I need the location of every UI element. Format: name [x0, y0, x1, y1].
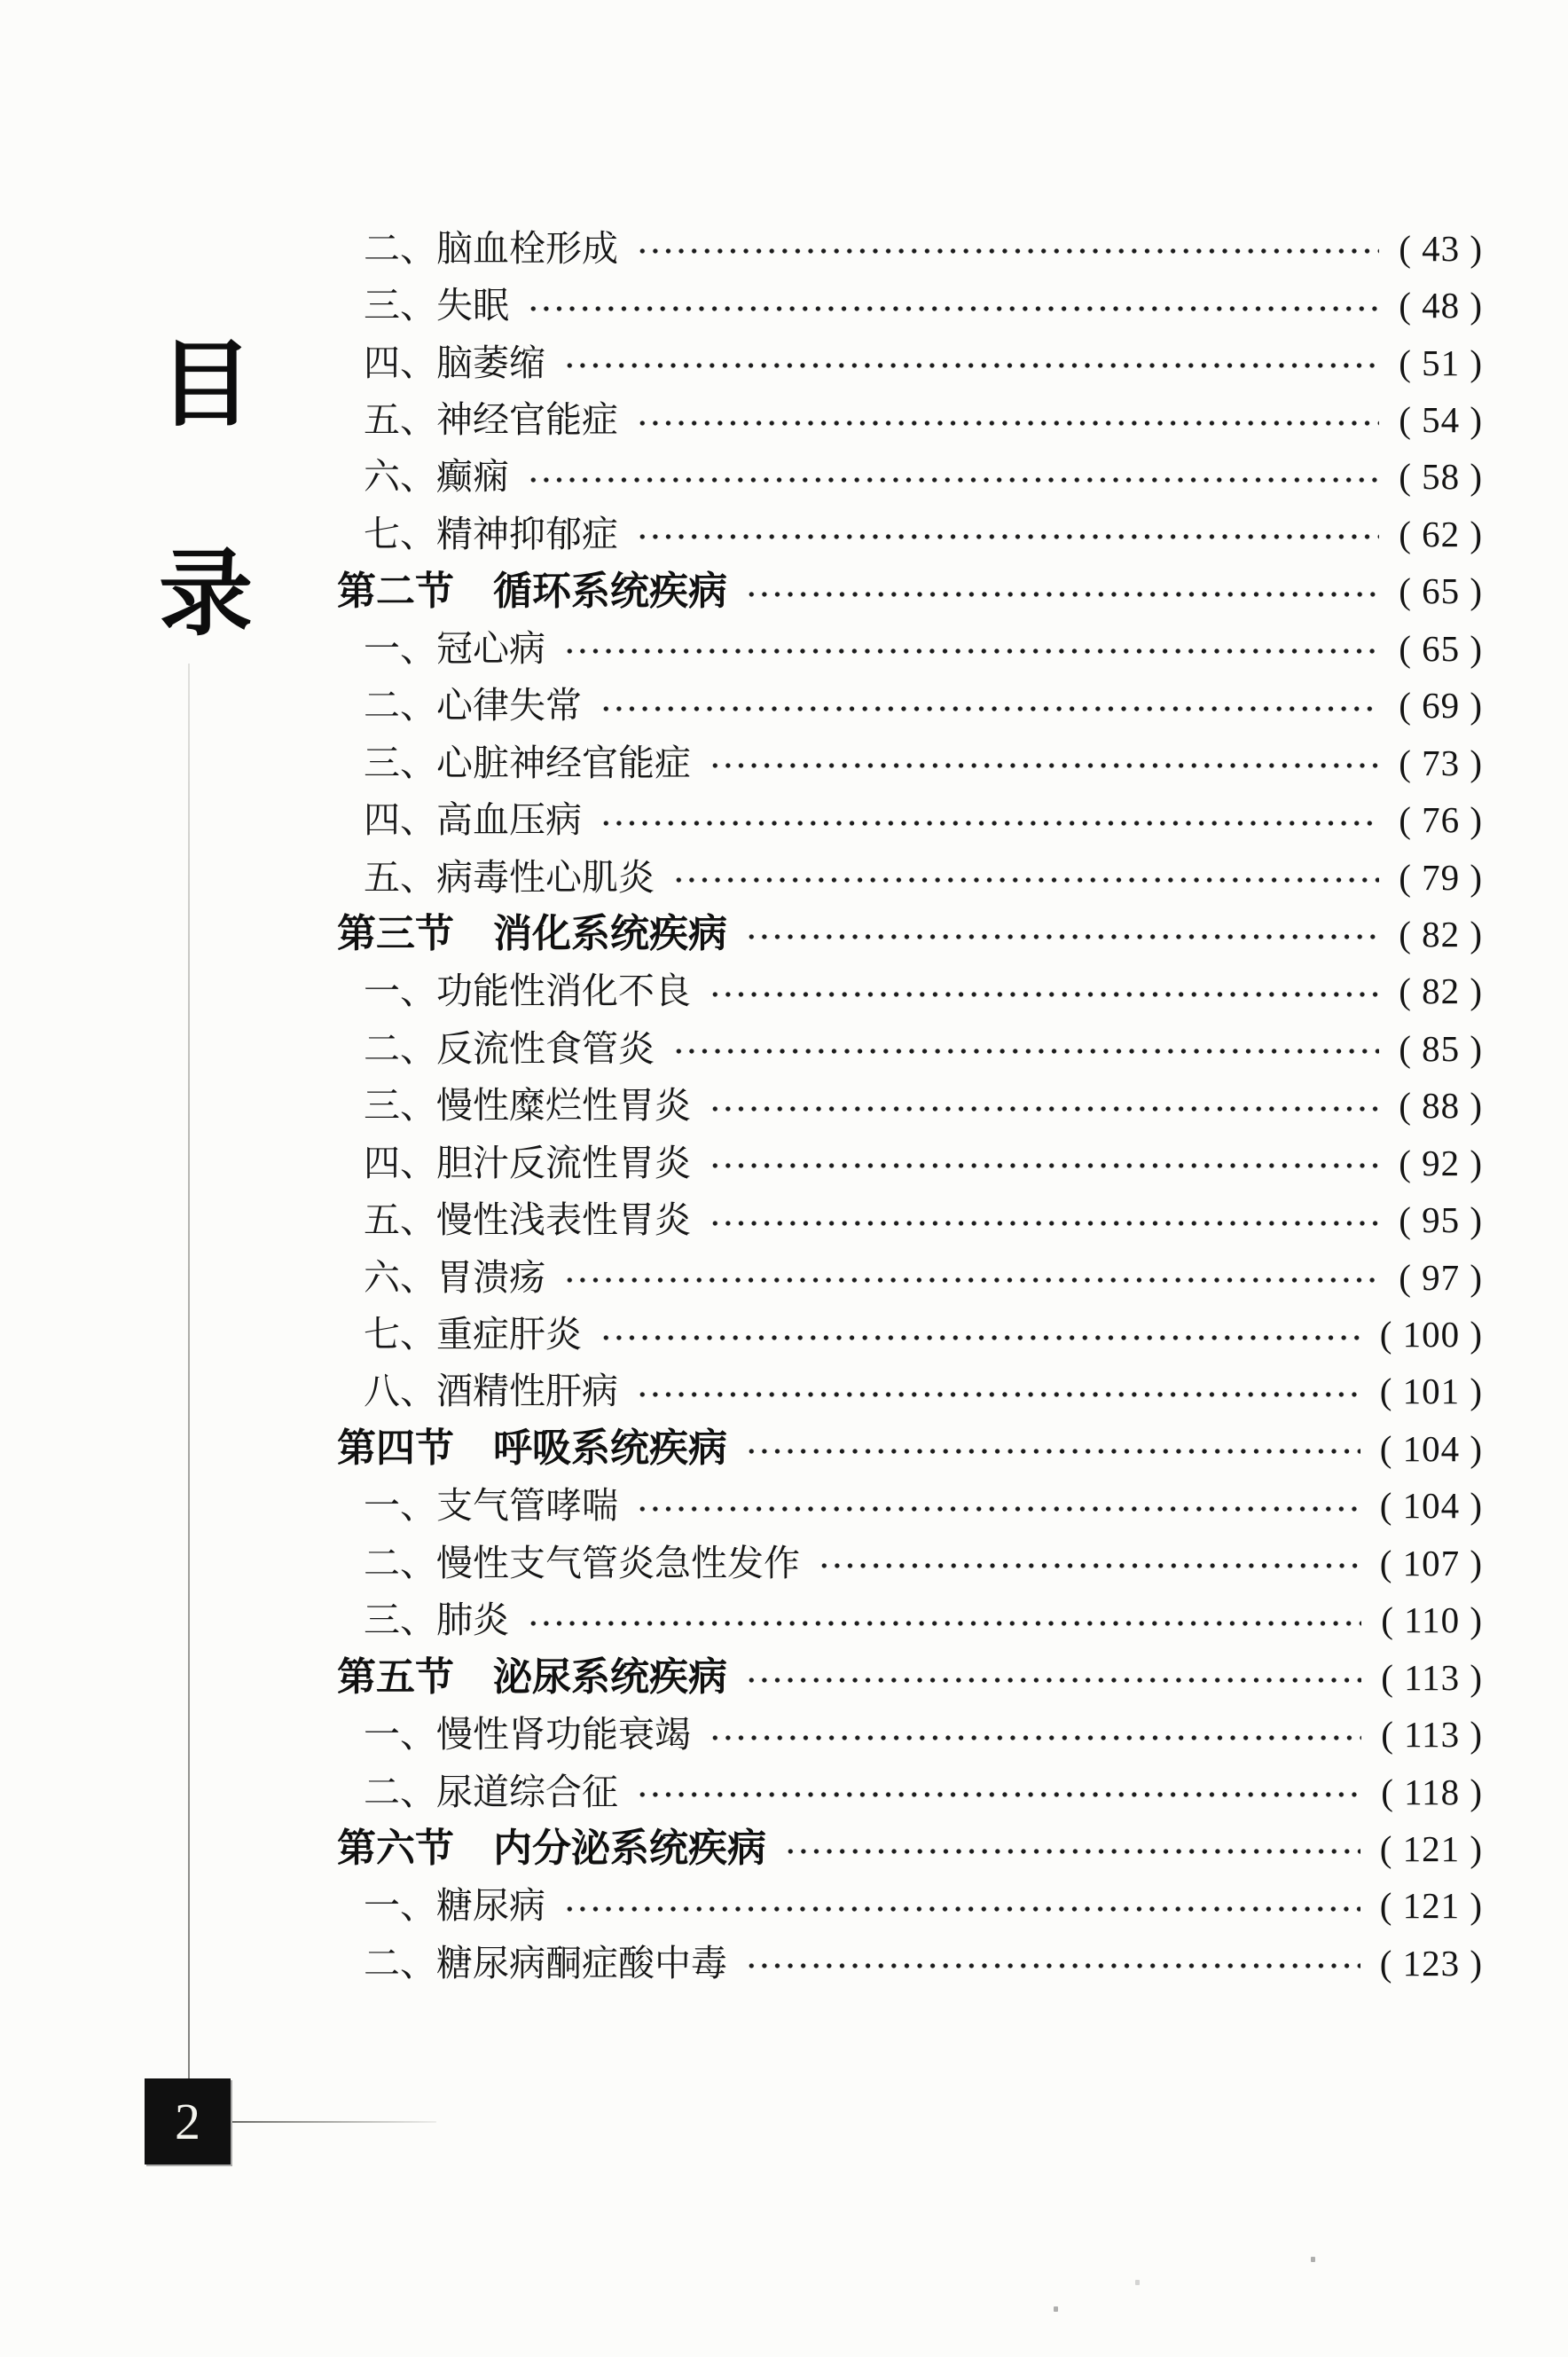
toc-entry-label: 六、胃溃疡 — [364, 1256, 545, 1298]
toc-row-section — [337, 1649, 1483, 1706]
dotted-leader — [600, 818, 1379, 829]
dotted-leader — [709, 1732, 1361, 1743]
toc-entry-page: ( 123 ) — [1379, 1942, 1483, 1984]
toc-row-item — [337, 1535, 1483, 1591]
toc-entry-page: ( 51 ) — [1399, 342, 1483, 383]
toc-title-char-lu: 录 — [159, 543, 253, 647]
toc-entry-label: 第三节 消化系统疾病 — [337, 912, 727, 956]
toc-entry-page: ( 92 ) — [1399, 1142, 1483, 1183]
dotted-leader — [745, 1960, 1360, 1971]
toc-entry-page: ( 107 ) — [1379, 1542, 1483, 1583]
dotted-leader — [745, 1675, 1361, 1685]
scan-speck — [1311, 2257, 1315, 2262]
toc-entry-page: ( 54 ) — [1399, 399, 1483, 441]
toc-entry-label: 三、慢性糜烂性胃炎 — [364, 1085, 691, 1127]
dotted-leader — [636, 1389, 1360, 1400]
toc-row-item — [337, 1135, 1483, 1191]
toc-row-item — [337, 449, 1483, 506]
toc-entry-label: 四、高血压病 — [364, 799, 582, 841]
toc-row-section — [337, 1820, 1483, 1877]
toc-entry-page: ( 58 ) — [1399, 456, 1483, 498]
scan-speck — [1054, 2306, 1058, 2312]
toc-row-item — [337, 791, 1483, 848]
toc-row-item — [337, 849, 1483, 906]
toc-entry-page: ( 82 ) — [1399, 913, 1483, 955]
toc-entry-page: ( 113 ) — [1381, 1656, 1483, 1698]
toc-entry-page: ( 82 ) — [1399, 970, 1483, 1012]
toc-row-item — [337, 1078, 1483, 1135]
toc-entry-page: ( 113 ) — [1381, 1714, 1483, 1756]
toc-entry-label: 五、神经官能症 — [364, 399, 618, 441]
toc-row-item — [337, 620, 1483, 677]
toc-entry-label: 二、心律失常 — [364, 685, 582, 727]
dotted-leader — [709, 760, 1379, 771]
page-number-rule — [232, 2121, 436, 2123]
toc-entry-label: 一、功能性消化不良 — [364, 970, 691, 1012]
dotted-leader — [563, 1275, 1379, 1285]
toc-row-item — [337, 277, 1483, 334]
toc-row-item — [337, 1935, 1483, 1992]
toc-entry-page: ( 65 ) — [1399, 570, 1483, 612]
toc-entry-page: ( 88 ) — [1399, 1085, 1483, 1127]
toc-entry-label: 三、心脏神经官能症 — [364, 742, 691, 783]
toc-title-char-mu: 目 — [159, 334, 253, 437]
toc-row-section — [337, 563, 1483, 620]
toc-entry-page: ( 79 ) — [1399, 856, 1483, 898]
toc-entry-page: ( 101 ) — [1379, 1371, 1483, 1412]
dotted-leader — [709, 1218, 1379, 1229]
toc-row-item — [337, 1191, 1483, 1248]
dotted-leader — [636, 1504, 1360, 1514]
toc-list — [337, 220, 1483, 1992]
toc-row-item — [337, 735, 1483, 791]
dotted-leader — [527, 475, 1379, 485]
toc-entry-page: ( 97 ) — [1399, 1256, 1483, 1298]
toc-row-item — [337, 678, 1483, 735]
toc-entry-label: 第六节 内分泌系统疾病 — [337, 1827, 766, 1871]
toc-entry-page: ( 76 ) — [1399, 799, 1483, 841]
dotted-leader — [784, 1846, 1360, 1857]
toc-entry-label: 一、慢性肾功能衰竭 — [364, 1714, 691, 1756]
toc-entry-label: 二、尿道综合征 — [364, 1771, 618, 1812]
toc-row-item — [337, 1878, 1483, 1935]
dotted-leader — [563, 360, 1379, 371]
dotted-leader — [600, 1332, 1360, 1343]
page-number: 2 — [175, 2092, 200, 2150]
toc-entry-label: 五、慢性浅表性胃炎 — [364, 1199, 691, 1241]
toc-entry-page: ( 69 ) — [1399, 685, 1483, 727]
dotted-leader — [527, 1618, 1361, 1629]
toc-entry-label: 七、重症肝炎 — [364, 1314, 582, 1355]
toc-entry-page: ( 95 ) — [1399, 1199, 1483, 1241]
toc-row-item — [337, 1592, 1483, 1649]
toc-row-item — [337, 1764, 1483, 1820]
toc-row-item — [337, 1306, 1483, 1363]
toc-entry-page: ( 48 ) — [1399, 285, 1483, 326]
toc-entry-page: ( 85 ) — [1399, 1027, 1483, 1069]
toc-entry-label: 七、精神抑郁症 — [364, 513, 618, 554]
toc-entry-label: 第四节 呼吸系统疾病 — [337, 1426, 727, 1471]
dotted-leader — [563, 646, 1379, 656]
toc-entry-page: ( 118 ) — [1381, 1771, 1483, 1812]
toc-row-item — [337, 1706, 1483, 1763]
toc-entry-label: 二、慢性支气管炎急性发作 — [364, 1542, 800, 1583]
toc-row-item — [337, 1020, 1483, 1077]
toc-entry-label: 一、支气管哮喘 — [364, 1485, 618, 1527]
toc-entry-page: ( 100 ) — [1379, 1314, 1483, 1355]
page-number-box — [145, 2078, 231, 2165]
toc-entry-label: 三、失眠 — [364, 285, 509, 326]
toc-row-item — [337, 334, 1483, 391]
toc-entry-label: 二、糖尿病酮症酸中毒 — [364, 1942, 727, 1984]
toc-entry-label: 八、酒精性肝病 — [364, 1371, 618, 1412]
dotted-leader — [672, 1046, 1379, 1057]
toc-row-item — [337, 506, 1483, 562]
toc-entry-label: 第二节 循环系统疾病 — [337, 569, 727, 613]
toc-entry-label: 五、病毒性心肌炎 — [364, 856, 655, 898]
dotted-leader — [636, 246, 1379, 256]
toc-entry-label: 第五节 泌尿系统疾病 — [337, 1655, 727, 1700]
toc-row-item — [337, 1363, 1483, 1420]
scan-speck — [1135, 2280, 1140, 2285]
toc-row-item — [337, 391, 1483, 448]
dotted-leader — [636, 1789, 1361, 1800]
toc-entry-label: 四、胆汁反流性胃炎 — [364, 1142, 691, 1183]
dotted-leader — [709, 1104, 1379, 1114]
toc-entry-page: ( 121 ) — [1379, 1885, 1483, 1927]
toc-row-item — [337, 220, 1483, 277]
toc-row-item — [337, 1478, 1483, 1535]
dotted-leader — [745, 931, 1379, 942]
dotted-leader — [527, 303, 1379, 314]
toc-entry-page: ( 104 ) — [1379, 1485, 1483, 1527]
toc-entry-label: 六、癫痫 — [364, 456, 509, 498]
toc-entry-label: 二、脑血栓形成 — [364, 227, 618, 269]
toc-entry-page: ( 104 ) — [1379, 1427, 1483, 1469]
sidebar-vertical-rule — [188, 664, 190, 2079]
dotted-leader — [745, 589, 1379, 600]
toc-entry-label: 四、脑萎缩 — [364, 342, 545, 383]
toc-entry-page: ( 62 ) — [1399, 513, 1483, 554]
toc-row-item — [337, 963, 1483, 1020]
dotted-leader — [636, 418, 1379, 428]
dotted-leader — [600, 703, 1379, 714]
toc-entry-page: ( 65 ) — [1399, 627, 1483, 669]
toc-entry-label: 二、反流性食管炎 — [364, 1027, 655, 1069]
toc-entry-label: 三、肺炎 — [364, 1599, 509, 1641]
dotted-leader — [709, 1160, 1379, 1171]
dotted-leader — [636, 531, 1379, 542]
dotted-leader — [563, 1904, 1360, 1914]
toc-entry-label: 一、冠心病 — [364, 627, 545, 669]
toc-row-section — [337, 906, 1483, 962]
dotted-leader — [818, 1560, 1360, 1571]
dotted-leader — [745, 1446, 1360, 1457]
toc-entry-page: ( 43 ) — [1399, 227, 1483, 269]
dotted-leader — [672, 875, 1379, 885]
toc-entry-page: ( 121 ) — [1379, 1827, 1483, 1869]
toc-entry-label: 一、糖尿病 — [364, 1885, 545, 1927]
toc-entry-page: ( 110 ) — [1381, 1599, 1483, 1641]
toc-entry-page: ( 73 ) — [1399, 742, 1483, 783]
toc-row-section — [337, 1420, 1483, 1477]
dotted-leader — [709, 989, 1379, 1000]
toc-row-item — [337, 1249, 1483, 1306]
